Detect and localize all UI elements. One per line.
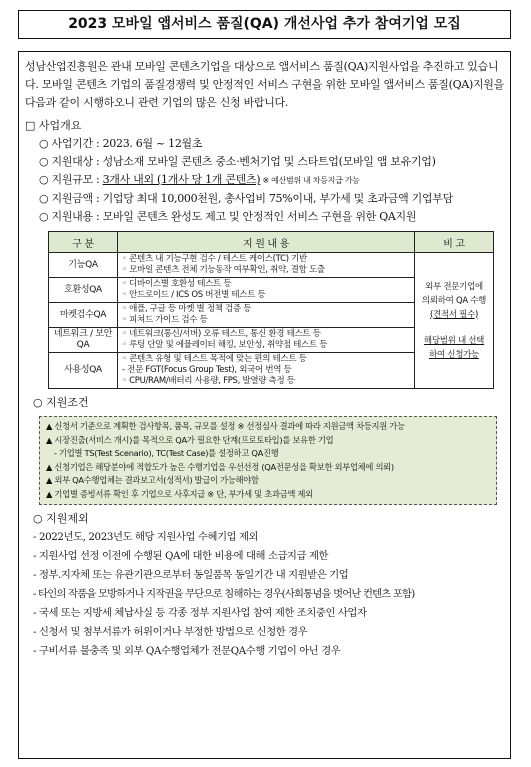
header-remark: 비 고 bbox=[415, 232, 494, 253]
row-item: ◦ 안드로이드 / ICS OS 버전별 테스트 등 bbox=[122, 290, 266, 300]
remark-line: (견적서 필수) bbox=[430, 309, 478, 320]
header-category: 구 분 bbox=[49, 232, 118, 253]
exclusion-item: - 구비서류 불충족 및 외부 QA수행업체가 전문QA수행 기업이 아닌 경우 bbox=[33, 645, 341, 657]
overview-scale bbox=[25, 171, 504, 190]
row-content bbox=[118, 353, 415, 389]
exclusion-item: - 국세 또는 지방세 체납사실 등 각종 정부 지원사업 참여 제한 조치중인 사업자 bbox=[33, 607, 367, 619]
conditions-box bbox=[39, 416, 497, 505]
row-item: ◦ 디바이스별 호환성 테스트 등 bbox=[122, 279, 232, 289]
condition-item: ▲ 시장진출(서비스 개시)를 목적으로 QA가 필요한 단계(프로토타입)를 보유한 기업 bbox=[46, 434, 334, 445]
support-table bbox=[48, 231, 494, 389]
remark-line: 의뢰하여 QA 수행 bbox=[421, 295, 487, 306]
row-item: ◦ 루팅 단말 및 에뮬레이터 해킹, 보안성, 취약점 테스트 등 bbox=[122, 340, 328, 350]
overview-period: ○ 사업기간 : 2023. 6월 ~ 12월초 bbox=[39, 137, 203, 150]
overview-heading: □ 사업개요 bbox=[25, 119, 82, 132]
row-item: ◦ 피쳐드 가이드 검수 등 bbox=[122, 315, 208, 325]
header-content: 지 원 내 용 bbox=[118, 232, 415, 253]
exclusion-item: - 신청서 및 첨부서류가 허위이거나 부정한 방법으로 신청한 경우 bbox=[33, 626, 308, 638]
overview-target: ○ 지원대상 : 성남소재 모바일 콘텐츠 중소·벤처기업 및 스타트업(모바일 앱 보유기업) bbox=[39, 155, 436, 168]
condition-item: ▲ 외부 QA수행업체는 결과보고서(성적서) 발급이 가능해야함 bbox=[46, 475, 259, 485]
remark-line: 하여 신청가능 bbox=[429, 349, 479, 360]
exclusion-item: - 2022년도, 2023년도 해당 지원사업 수혜기업 제외 bbox=[33, 531, 259, 543]
row-content bbox=[118, 303, 415, 328]
remark-line: 해당범위 내 선택 bbox=[423, 335, 485, 346]
condition-item: - 기업별 TS(Test Scenario), TC(Test Case)를 설정하고 QA진행 bbox=[54, 448, 279, 458]
page-title: 2023 모바일 앱서비스 품질(QA) 개선사업 추가 참여기업 모집 bbox=[18, 10, 511, 39]
exclusion-item: - 정부.지자체 또는 유관기관으로부터 동일품목 동일기간 내 지원받은 기업 bbox=[33, 569, 349, 581]
scale-note: ※ 예산범위 내 차등지급 가능 bbox=[260, 176, 360, 185]
row-content bbox=[118, 278, 415, 303]
row-item: ◦ CPU/RAM/배터리 사용량, FPS, 발열량 측정 등 bbox=[122, 376, 295, 386]
scale-value: 3개사 내외 (1개사 당 1개 콘텐츠) bbox=[102, 173, 261, 186]
exclusion-item: - 타인의 작품을 모방하거나 지작권을 무단으로 침해하는 경우(사회통념을 벗어난 컨텐츠 포함) bbox=[33, 588, 415, 600]
condition-item: ▲ 기업별 증빙서류 확인 후 기업으로 사후지급 ※ 단, 부가세 및 초과금액 제외 bbox=[46, 488, 313, 499]
notice-body bbox=[18, 51, 511, 759]
row-category: 기능QA bbox=[49, 253, 118, 278]
exclusions-heading: ○ 지원제외 bbox=[33, 512, 89, 525]
overview-amount: ○ 지원금액 : 기업당 최대 10,000천원, 총사업비 75%이내, 부가세 및 초과금액 기업부담 bbox=[39, 192, 453, 205]
row-category: 마켓검수QA bbox=[49, 303, 118, 328]
row-item: ◦ 콘텐츠 내 기능구현 검수 / 테스트 케이스(TC) 기반 bbox=[122, 254, 307, 264]
row-item: - 전문 FGT(Focus Group Test), 외국어 번역 등 bbox=[122, 365, 292, 375]
row-category: 네트워크 / 보안QA bbox=[49, 328, 118, 353]
row-item: ◦ 애플, 구글 등 마켓 별 정책 검증 등 bbox=[122, 304, 252, 314]
row-content bbox=[118, 328, 415, 353]
condition-item: ▲ 신청서 기준으로 계획한 검사항목, 품목, 규모를 설정 ※ 선정심사 결과에 따라 지원금액 차등지원 가능 bbox=[46, 421, 405, 431]
row-item: ◦ 모바일 콘텐츠 전체 기능동작 여부확인, 취약, 결함 도출 bbox=[122, 265, 325, 275]
overview-content: ○ 지원내용 : 모바일 콘텐츠 완성도 제고 및 안정적인 서비스 구현을 위한 QA지원 bbox=[39, 210, 417, 223]
row-item: ◦ 네트워크(통신/서버) 오류 테스트, 통신 환경 테스트 등 bbox=[122, 329, 321, 339]
remark-cell bbox=[415, 253, 494, 389]
row-content bbox=[118, 253, 415, 278]
intro-paragraph: 성남산업진흥원은 관내 모바일 콘텐츠기업을 대상으로 앱서비스 품질(QA)지원사업을 추진하고 있습니다. 모바일 콘텐츠 기업의 품질경쟁력 및 안정적인 서비스 구현을 위한 모바일 앱서비스 품질(QA)지원을 다음과 같이 시행하오니 관련 기업의 많은 신청 바랍니다. bbox=[25, 60, 504, 109]
condition-item: ▲ 신청기업은 해당분야에 적합도가 높은 수행기업을 우선선정 (QA전문성을 확보한 외부업체에 의뢰) bbox=[46, 461, 394, 472]
row-item: ◦ 콘텐츠 유형 및 테스트 목적에 맞는 편의 테스트 등 bbox=[122, 354, 307, 364]
remark-line: 외부 전문기업에 bbox=[425, 281, 483, 292]
row-category: 사용성QA bbox=[49, 353, 118, 389]
exclusion-item: - 지원사업 선정 이전에 수행된 QA에 대한 비용에 대해 소급지급 제한 bbox=[33, 550, 329, 562]
table-row bbox=[49, 253, 494, 278]
conditions-heading: ○ 지원조건 bbox=[33, 396, 89, 409]
scale-prefix: ○ 지원규모 : bbox=[39, 173, 103, 186]
row-category: 호환성QA bbox=[49, 278, 118, 303]
table-header-row bbox=[49, 232, 494, 253]
